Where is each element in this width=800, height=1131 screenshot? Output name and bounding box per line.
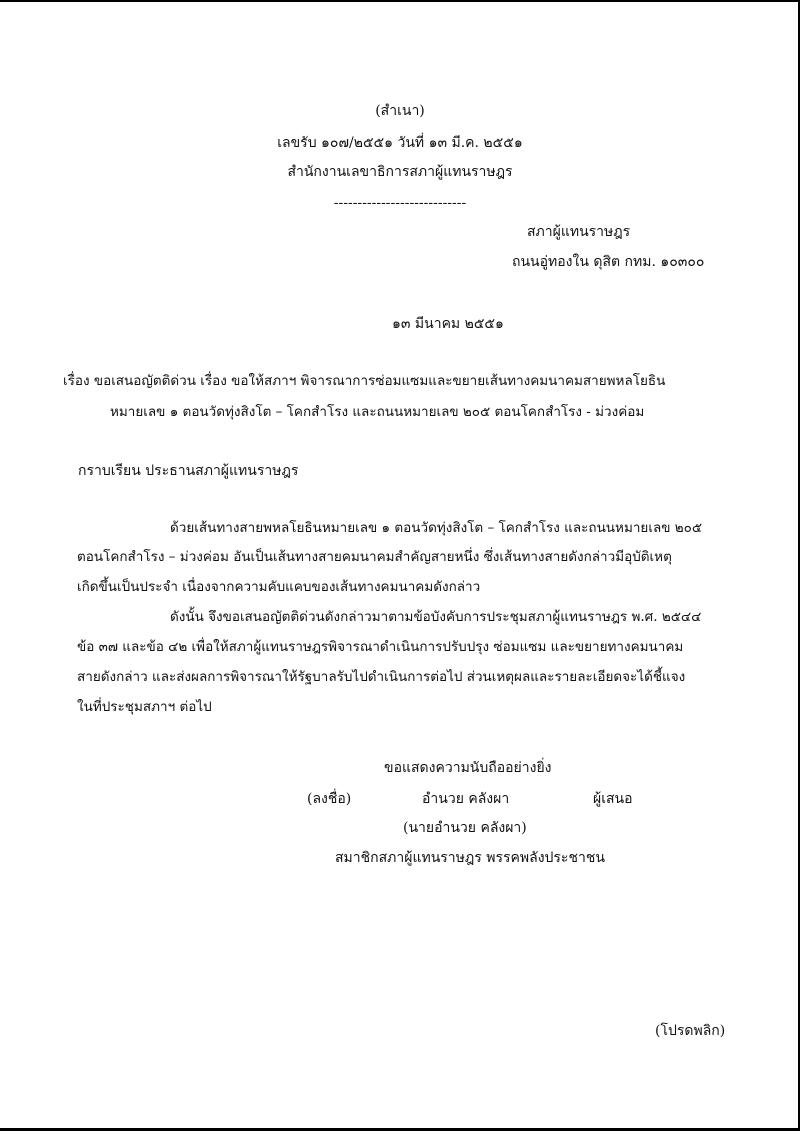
- paragraph-2-line-1: ดังนั้น จึงขอเสนอญัตติด่วนดังกล่าวมาตามข้อบังคับการประชุมสภาผู้แทนราษฎร พ.ศ. ๒๕๔๔: [170, 609, 702, 625]
- receiving-office: สำนักงานเลขาธิการสภาผู้แทนราษฎร: [287, 164, 513, 180]
- address-line-1: สภาผู้แทนราษฎร: [527, 224, 631, 240]
- signer-full-name: (นายอำนวย คลังผา): [403, 820, 527, 836]
- salutation: กราบเรียน ประธานสภาผู้แทนราษฎร: [78, 463, 299, 479]
- complimentary-close: ขอแสดงความนับถืออย่างยิ่ง: [384, 760, 552, 776]
- signer-role: ผู้เสนอ: [593, 791, 633, 807]
- address-line-2: ถนนอู่ทองใน ดุสิต กทม. ๑๐๓๐๐: [512, 254, 705, 270]
- subject-line-2: หมายเลข ๑ ตอนวัดทุ่งสิงโต – โคกสำโรง และถนนหมายเลข ๒๐๕ ตอนโคกสำโรง - ม่วงค่อม: [110, 404, 645, 420]
- signed-label: (ลงชื่อ): [307, 791, 352, 807]
- page-border-top: [0, 0, 800, 2]
- paragraph-2-line-4: ในที่ประชุมสภาฯ ต่อไป: [77, 699, 212, 715]
- letter-date: ๑๓ มีนาคม ๒๕๕๑: [392, 316, 504, 332]
- paragraph-1-line-1: ด้วยเส้นทางสายพหลโยธินหมายเลข ๑ ตอนวัดทุ่งสิงโต – โคกสำโรง และถนนหมายเลข ๒๐๕: [170, 520, 703, 536]
- paragraph-1-line-2: ตอนโคกสำโรง – ม่วงค่อม อันเป็นเส้นทางสายคมนาคมสำคัญสายหนึ่ง ซึ่งเส้นทางสายดังกล่าวมีอุบัติเหตุ: [77, 549, 672, 565]
- copy-mark: (สำเนา): [375, 103, 425, 119]
- receipt-line: เลขรับ ๑๐๗/๒๕๕๑ วันที่ ๑๓ มี.ค. ๒๕๕๑: [277, 135, 523, 151]
- turn-over-note: (โปรดพลิก): [655, 1023, 726, 1039]
- signer-position: สมาชิกสภาผู้แทนราษฎร พรรคพลังประชาชน: [335, 850, 605, 866]
- paragraph-2-line-3: สายดังกล่าว และส่งผลการพิจารณาให้รัฐบาลรับไปดำเนินการต่อไป ส่วนเหตุผลและรายละเอียดจะได้ชี้แจง: [77, 669, 686, 685]
- subject-line-1: เรื่อง ขอเสนอญัตติด่วน เรื่อง ขอให้สภาฯ พิจารณาการซ่อมแซมและขยายเส้นทางคมนาคมสายพหลโยธิน: [63, 373, 666, 389]
- paragraph-2-line-2: ข้อ ๓๗ และข้อ ๔๒ เพื่อให้สภาผู้แทนราษฎรพิจารณาดำเนินการปรับปรุง ซ่อมแซม และขยายทางคมนาคม: [77, 639, 684, 655]
- header-separator: ----------------------------: [333, 195, 467, 211]
- signer-name: อำนวย คลังผา: [422, 791, 510, 807]
- paragraph-1-line-3: เกิดขึ้นเป็นประจำ เนื่องจากความคับแคบของเส้นทางคมนาคมดังกล่าว: [77, 579, 481, 595]
